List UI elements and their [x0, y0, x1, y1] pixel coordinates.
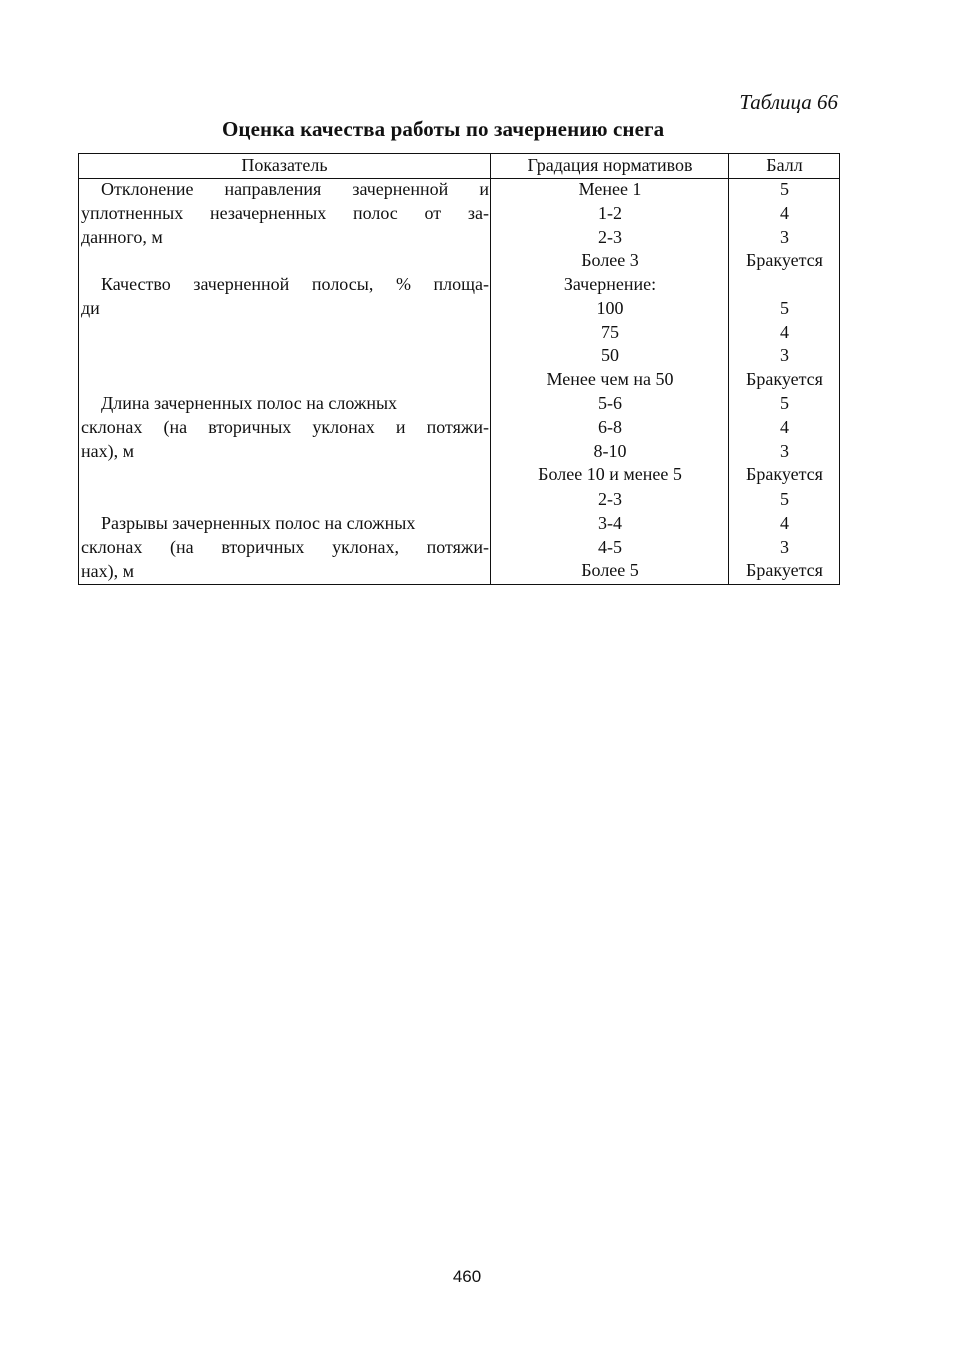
gradation-value: 1-2 — [598, 202, 622, 223]
score-value: 5 — [780, 297, 789, 318]
score-value: 4 — [780, 202, 789, 223]
score-value: 3 — [780, 536, 789, 557]
table-row-indicator — [81, 392, 489, 463]
header-indicator: Показатель — [241, 155, 328, 175]
gradation-value: 2-3 — [598, 226, 622, 247]
gradation-value: Зачернение: — [563, 274, 657, 294]
indicator-text-line: нах), м — [81, 560, 135, 581]
gradation-value: 3-4 — [598, 512, 622, 533]
gradation-value: 8-10 — [593, 440, 627, 461]
gradation-value: Менее 1 — [578, 179, 642, 199]
table-title: Оценка качества работы по зачернению снега — [222, 117, 665, 141]
gradation-value: 100 — [596, 297, 624, 318]
score-value: 4 — [780, 321, 789, 342]
gradation-cell — [491, 392, 729, 487]
score-cell — [729, 488, 840, 583]
score-value: 4 — [780, 512, 789, 533]
score-cell — [729, 392, 840, 487]
gradation-value: 6-8 — [598, 416, 622, 437]
score-cell — [729, 273, 840, 392]
gradation-value: 5-6 — [598, 393, 622, 413]
gradation-value: 50 — [601, 345, 619, 366]
gradation-value: Более 5 — [581, 560, 639, 581]
indicator-text-line: Отклонение направления зачерненной и — [101, 179, 489, 199]
score-value: Бракуется — [746, 560, 823, 581]
indicator-text-line: данного, м — [81, 226, 163, 247]
indicator-text-line: склонах (на вторичных уклонах и потяжи- — [81, 416, 489, 437]
table-row-indicator — [81, 512, 489, 583]
score-value — [729, 273, 840, 297]
indicator-text-line: Длина зачерненных полос на сложных — [101, 393, 398, 413]
score-value: 4 — [780, 416, 789, 437]
page-number: 460 — [452, 1267, 482, 1286]
indicator-text-line: склонах (на вторичных уклонах, потяжи- — [81, 536, 489, 557]
gradation-value: Более 3 — [581, 250, 639, 271]
header-score: Балл — [766, 155, 803, 175]
gradation-value: Более 10 и менее 5 — [538, 464, 682, 485]
gradation-value: 4-5 — [598, 536, 622, 557]
indicator-text-line: Разрывы зачерненных полос на сложных — [101, 513, 416, 533]
score-cell — [729, 178, 840, 273]
gradation-value: 75 — [601, 321, 619, 342]
score-value: 5 — [780, 393, 789, 413]
score-value: 5 — [780, 489, 789, 509]
indicator-text-line: ди — [81, 297, 100, 318]
gradation-cell — [491, 488, 729, 583]
gradation-value: Менее чем на 50 — [546, 369, 674, 390]
gradation-cell — [491, 273, 729, 392]
table-number-label: Таблица 66 — [739, 90, 838, 114]
score-value: 5 — [780, 179, 789, 199]
score-value: 3 — [780, 226, 789, 247]
header-gradation: Градация нормативов — [527, 155, 693, 175]
indicator-text-line: нах), м — [81, 440, 135, 461]
score-value: 3 — [780, 345, 789, 366]
score-value: Бракуется — [746, 369, 823, 390]
gradation-value: 2-3 — [598, 489, 622, 509]
score-value: Бракуется — [746, 250, 823, 271]
score-value: Бракуется — [746, 464, 823, 485]
table-row-indicator — [81, 273, 489, 321]
indicator-text-line: Качество зачерненной полосы, % площа- — [101, 274, 489, 294]
table-row-indicator — [81, 178, 489, 249]
score-value: 3 — [780, 440, 789, 461]
indicator-text-line: уплотненных незачерненных полос от за- — [81, 202, 489, 223]
gradation-cell — [491, 178, 729, 273]
